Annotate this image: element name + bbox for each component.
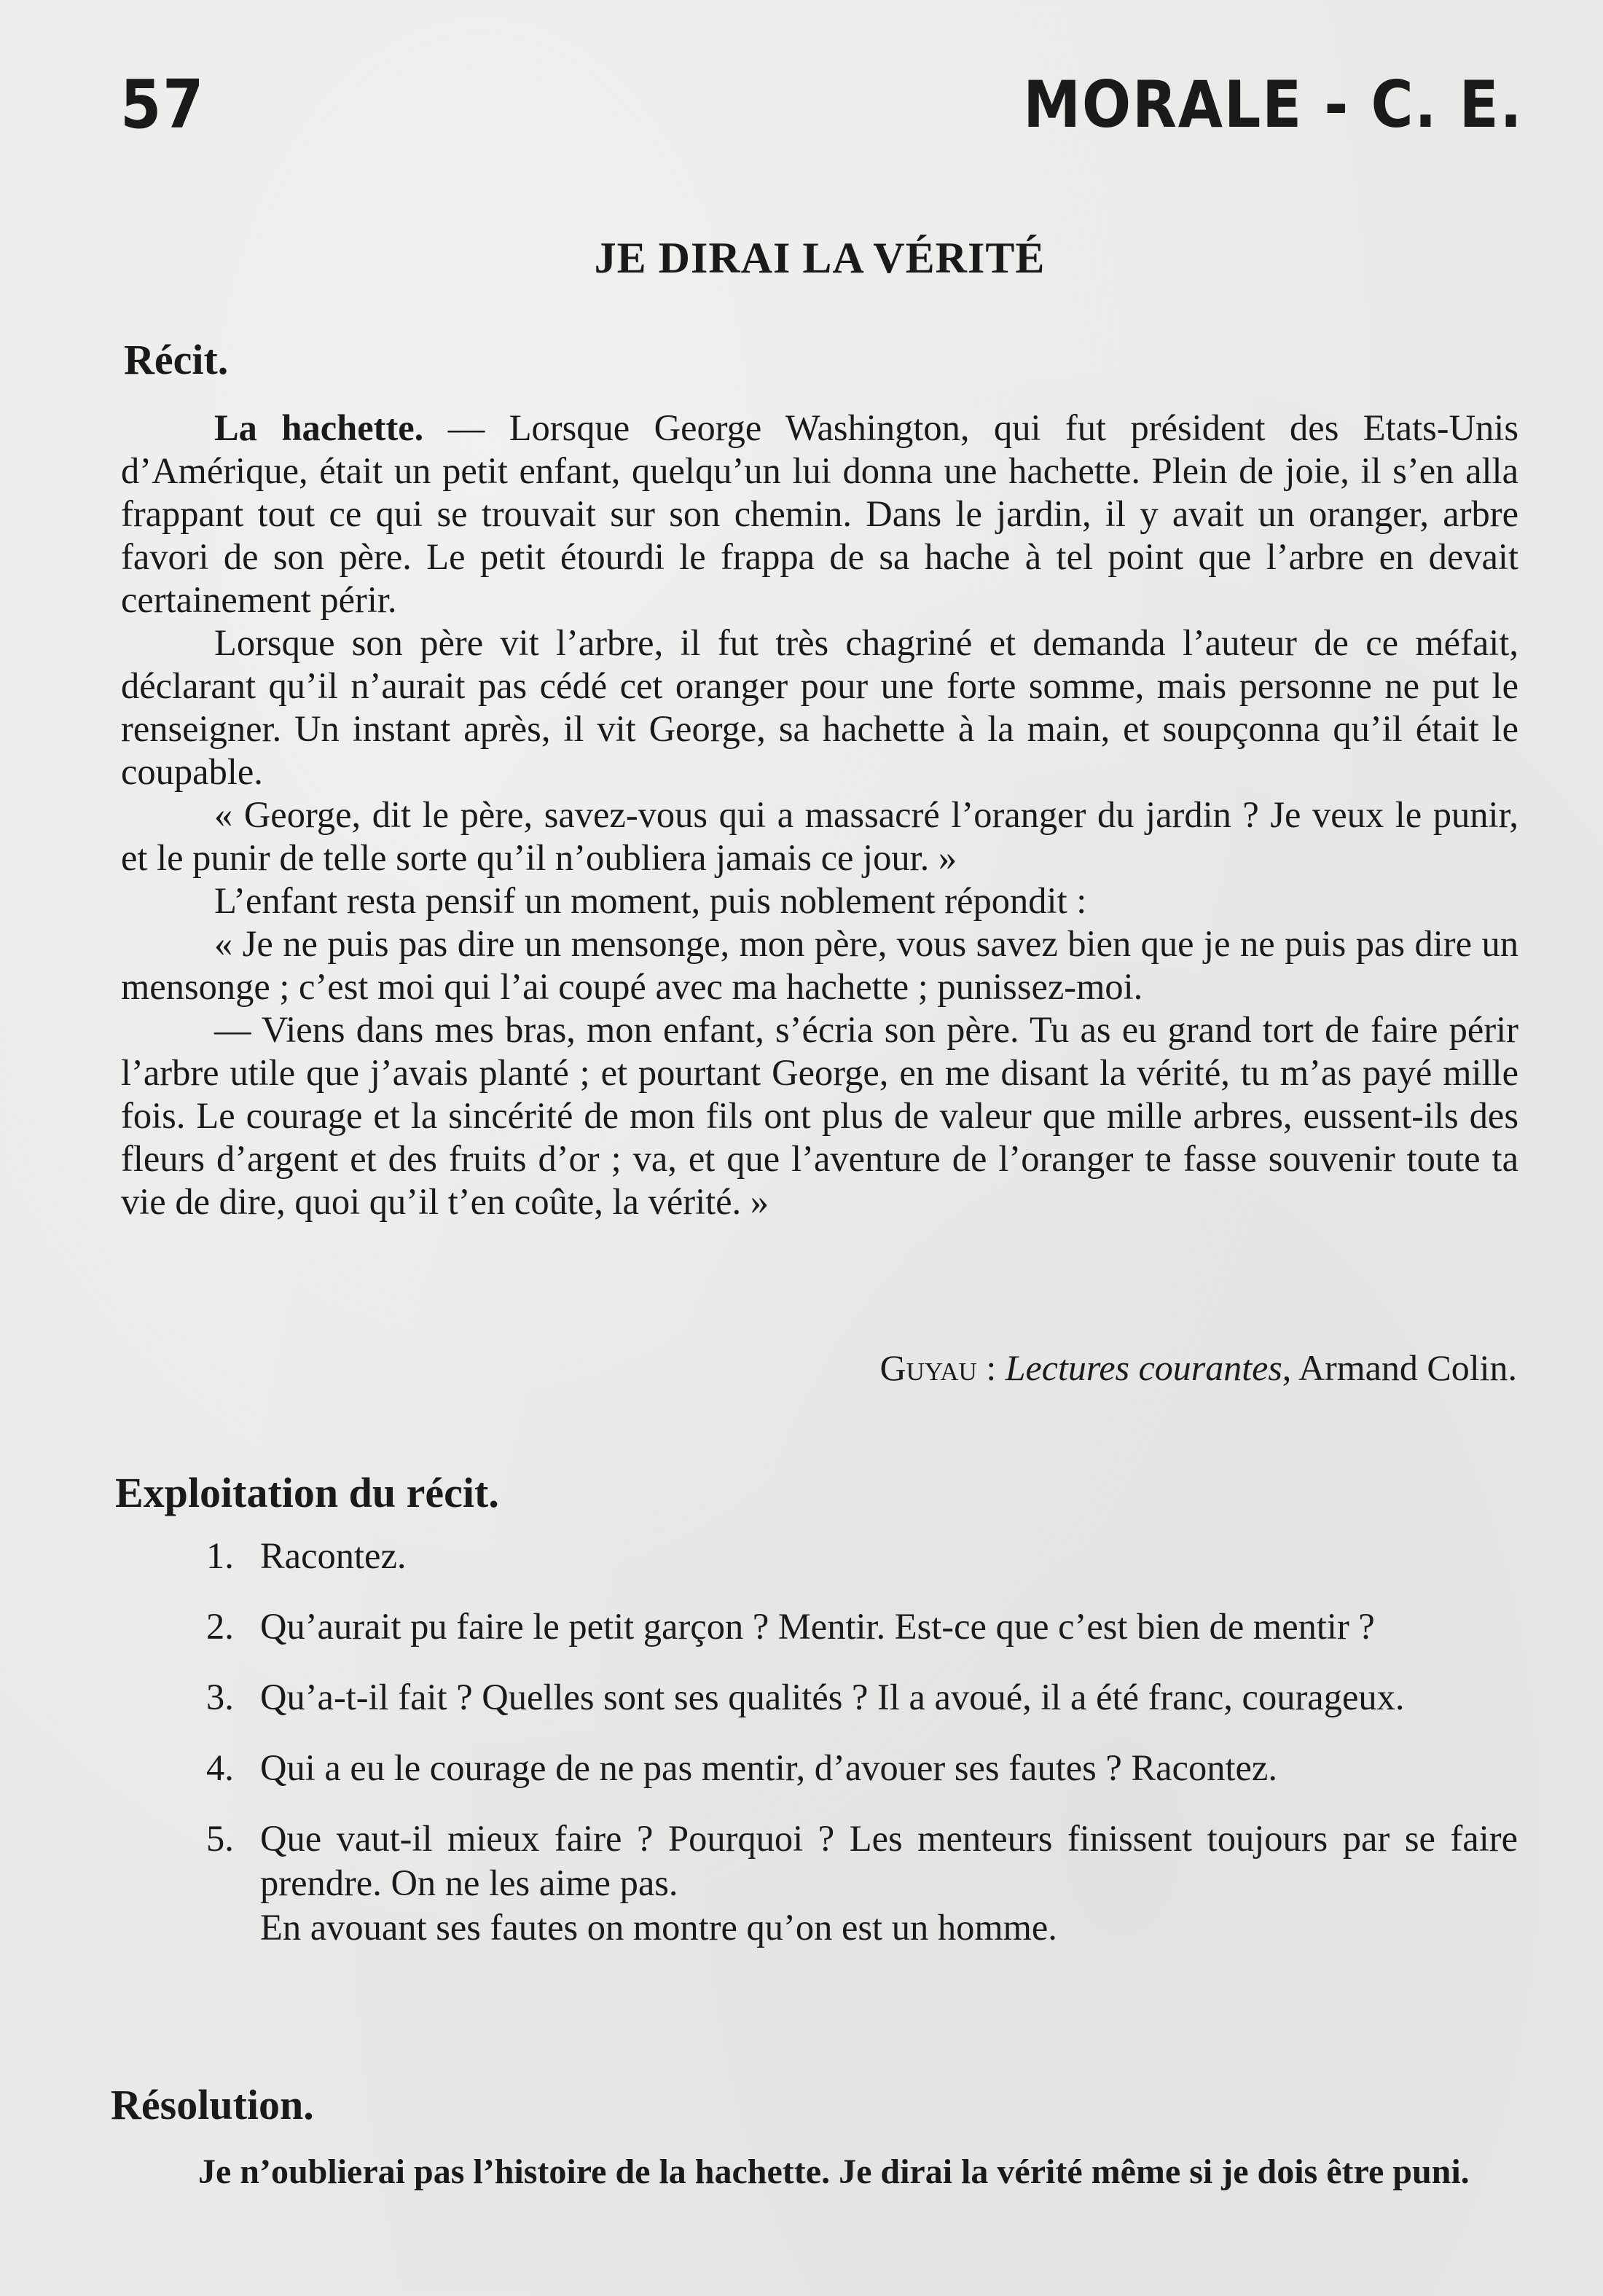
question-text: Qu’aurait pu faire le petit garçon ? Mentir. Est-ce que c’est bien de mentir ? — [260, 1606, 1375, 1647]
question-item — [206, 1675, 1518, 1720]
resolution-text: Je n’oublierai pas l’histoire de la hachette. Je dirai la vérité même si je dois être puni. — [198, 2152, 1470, 2191]
question-number: 1. — [206, 1535, 234, 1576]
story-text — [121, 407, 1518, 1223]
question-text: Que vaut-il mieux faire ? Pourquoi ? Les menteurs finissent toujours par se faire prendre. On ne les aime pas. — [260, 1818, 1518, 1903]
attribution-publisher: , Armand Colin. — [1282, 1347, 1517, 1388]
lesson-title: JE DIRAI LA VÉRITÉ — [594, 234, 1046, 282]
story-title: La hachette. — [214, 407, 424, 448]
attribution-author: Guyau — [879, 1347, 977, 1388]
question-number: 5. — [206, 1818, 234, 1859]
question-number: 4. — [206, 1747, 234, 1788]
question-text: Qu’a-t-il fait ? Quelles sont ses qualités ? Il a avoué, il a été franc, courageux. — [260, 1677, 1405, 1717]
recit-heading: Récit. — [124, 336, 229, 383]
question-item — [206, 1746, 1518, 1790]
story-paragraph: Lorsque son père vit l’arbre, il fut très chagriné et demanda l’auteur de ce méfait, déclarant qu’il n’aurait pas cédé cet oranger pour une forte somme, mais personne ne put le renseigner. Un instant après, il vit George, sa hachette à la main, et soupçonna qu’il était le coupable. — [121, 622, 1518, 792]
exploitation-heading: Exploitation du récit. — [115, 1469, 499, 1516]
story-paragraph-text: — Lorsque George Washington, qui fut président des Etats-Unis d’Amérique, était un petit enfant, quelqu’un lui donna une hachette. Plein de joie, il s’en alla frappant tout ce qui se trouvait sur son chemin. Dans le jardin, il y avait un oranger, arbre favori de son père. Le petit étourdi le frappa de sa hache à tel point que l’arbre en devait certainement périr. — [121, 407, 1518, 620]
story-paragraph: « Je ne puis pas dire un mensonge, mon père, vous savez bien que je ne puis pas dire un mensonge ; c’est moi qui l’ai coupé avec ma hachette ; punissez-moi. — [121, 923, 1518, 1007]
section-label: MORALE - C. E. — [1022, 67, 1523, 142]
story-paragraph — [121, 407, 1518, 622]
question-item — [206, 1605, 1518, 1649]
question-item — [206, 1817, 1518, 1950]
source-attribution — [880, 1347, 1518, 1389]
page-number: 57 — [120, 66, 205, 144]
story-paragraph: « George, dit le père, savez-vous qui a massacré l’oranger du jardin ? Je veux le punir, et le punir de telle sorte qu’il n’oubliera jamais ce jour. » — [121, 794, 1518, 878]
attribution-work: Lectures courantes — [1005, 1347, 1282, 1388]
question-item — [206, 1534, 1518, 1578]
question-text: Racontez. — [260, 1535, 407, 1576]
story-paragraph: — Viens dans mes bras, mon enfant, s’écria son père. Tu as eu grand tort de faire périr l’arbre utile que j’avais planté ; et pourtant George, en me disant la vérité, tu m’as payé mille fois. Le courage et la sincérité de mon fils ont plus de valeur que mille arbres, eussent-ils des fleurs d’argent et des fruits d’or ; va, et que l’aventure de l’oranger te fasse souvenir toute ta vie de dire, quoi qu’il t’en coûte, la vérité. » — [121, 1009, 1518, 1222]
question-extra-text: En avouant ses fautes on montre qu’on est un homme. — [260, 1907, 1057, 1948]
resolution-heading: Résolution. — [111, 2081, 314, 2128]
question-list — [206, 1534, 1518, 1976]
question-number: 2. — [206, 1606, 234, 1647]
story-paragraph: L’enfant resta pensif un moment, puis noblement répondit : — [214, 880, 1087, 921]
question-number: 3. — [206, 1677, 234, 1717]
question-text: Qui a eu le courage de ne pas mentir, d’avouer ses fautes ? Racontez. — [260, 1747, 1277, 1788]
attribution-separator: : — [976, 1347, 1006, 1388]
